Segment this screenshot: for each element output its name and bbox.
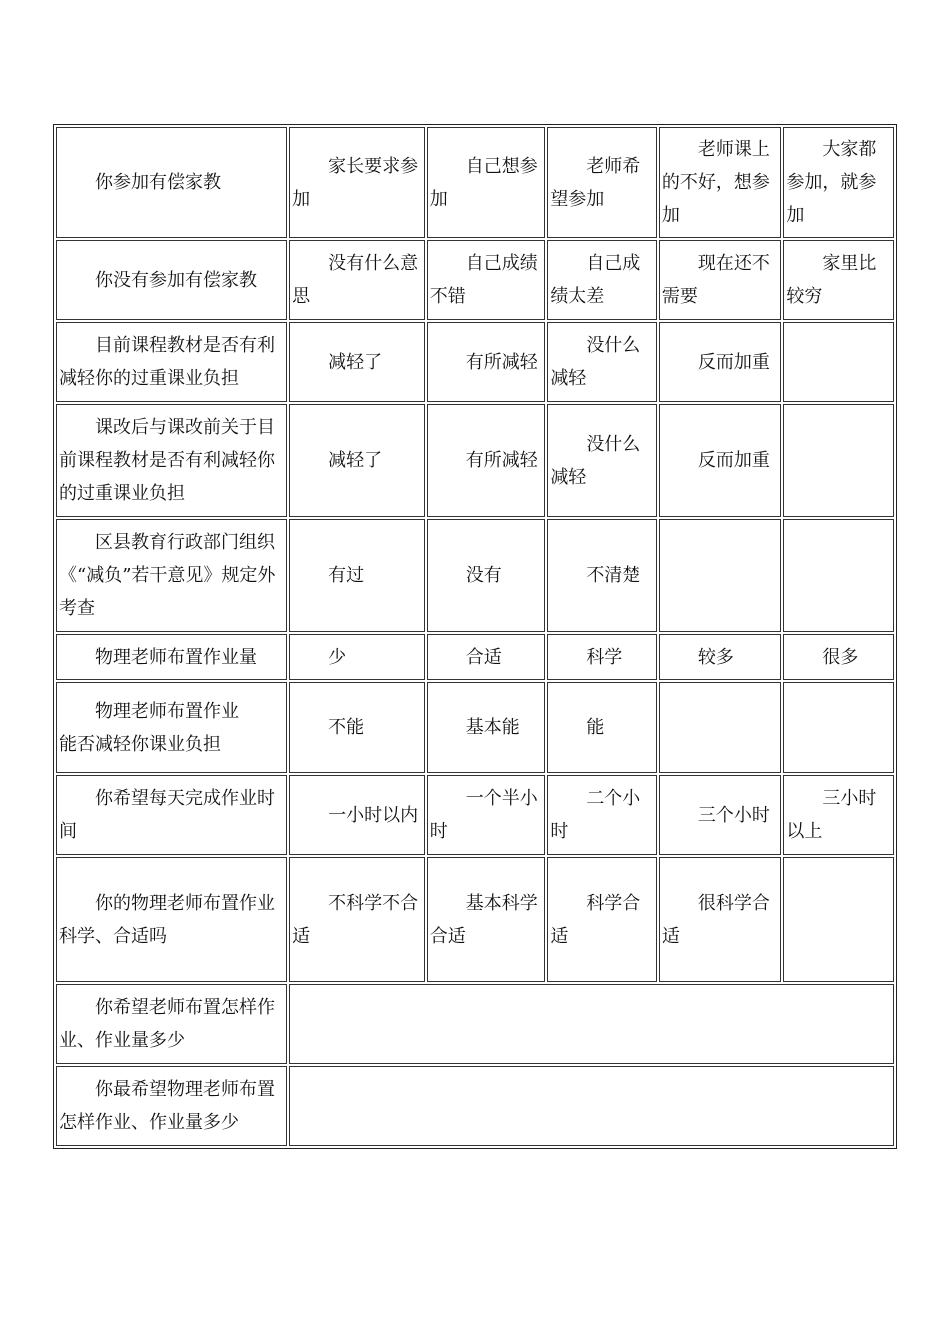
option-text: 一个半小时 xyxy=(429,788,538,842)
question-cell xyxy=(56,240,287,320)
option-text: 很科学合适 xyxy=(661,892,770,947)
question-text: 你参加有偿家教 xyxy=(95,172,221,193)
option-cell xyxy=(427,634,546,680)
question-cell xyxy=(56,775,287,855)
option-text: 老师希望参加 xyxy=(550,155,641,210)
option-cell xyxy=(289,322,425,402)
option-cell xyxy=(659,775,782,855)
survey-row xyxy=(56,682,894,773)
question-cell xyxy=(56,1066,287,1146)
option-cell xyxy=(659,322,782,402)
option-cell xyxy=(289,775,425,855)
question-text: 你的物理老师布置作业 科学、合适吗 xyxy=(59,892,275,947)
question-text: 你没有参加有偿家教 xyxy=(95,269,257,291)
question-text: 课改后与课改前关于目前课程教材是否有利减轻你的过重课业负担 xyxy=(59,417,275,504)
option-text: 自己成绩太差 xyxy=(550,253,641,307)
option-cell xyxy=(783,127,894,238)
survey-row xyxy=(56,984,894,1064)
option-text: 基本能 xyxy=(465,717,520,738)
option-cell xyxy=(659,404,782,517)
option-text: 少 xyxy=(328,646,347,668)
option-cell xyxy=(783,519,894,632)
question-text: 你最希望物理老师布置怎样作业、作业量多少 xyxy=(59,1079,275,1133)
option-cell xyxy=(289,634,425,680)
option-cell xyxy=(659,127,782,238)
option-cell xyxy=(547,322,657,402)
option-cell xyxy=(547,857,657,982)
option-text: 自己想参加 xyxy=(429,155,538,210)
option-text: 没什么减轻 xyxy=(550,335,641,389)
option-cell xyxy=(547,519,657,632)
option-cell xyxy=(659,857,782,982)
option-text: 有所减轻 xyxy=(465,351,538,373)
option-cell xyxy=(659,240,782,320)
survey-row xyxy=(56,322,894,402)
option-cell xyxy=(547,240,657,320)
option-cell xyxy=(783,634,894,680)
option-text: 二个小时 xyxy=(550,788,641,842)
option-text: 三个小时 xyxy=(697,804,770,826)
option-cell xyxy=(547,127,657,238)
survey-row xyxy=(56,404,894,517)
survey-row xyxy=(56,857,894,982)
option-text: 有所减轻 xyxy=(465,450,538,471)
question-cell xyxy=(56,127,287,238)
option-cell xyxy=(289,857,425,982)
option-text: 不能 xyxy=(328,717,365,738)
option-text: 科学合适 xyxy=(550,892,641,947)
option-cell xyxy=(783,322,894,402)
option-text: 老师课上的不好，想参加 xyxy=(661,139,770,226)
question-text: 物理老师布置作业 能否减轻你课业负担 xyxy=(59,700,239,755)
option-text: 反而加重 xyxy=(697,450,770,471)
question-text: 目前课程教材是否有利减轻你的过重课业负担 xyxy=(59,335,275,389)
option-text: 减轻了 xyxy=(328,351,383,373)
option-cell xyxy=(659,682,782,773)
option-cell xyxy=(427,519,546,632)
question-text: 你希望老师布置怎样作业、作业量多少 xyxy=(59,997,275,1051)
option-text: 不科学不合适 xyxy=(292,892,419,947)
option-cell xyxy=(659,634,782,680)
option-cell xyxy=(427,240,546,320)
option-text: 能 xyxy=(586,717,605,738)
option-text: 反而加重 xyxy=(697,351,770,373)
option-text: 大家都参加，就参加 xyxy=(786,139,877,226)
option-cell xyxy=(783,857,894,982)
question-text: 物理老师布置作业量 xyxy=(95,646,257,668)
option-text: 家长要求参加 xyxy=(292,155,419,210)
option-cell xyxy=(783,240,894,320)
answer-blank-cell[interactable] xyxy=(289,984,894,1064)
option-cell xyxy=(659,519,782,632)
question-text: 区县教育行政部门组织《“减负”若干意见》规定外考查 xyxy=(59,532,276,619)
option-text: 基本科学合适 xyxy=(429,892,538,947)
option-text: 没有 xyxy=(465,565,502,586)
survey-row xyxy=(56,519,894,632)
option-cell xyxy=(783,775,894,855)
option-text: 没什么减轻 xyxy=(550,433,641,488)
option-text: 三小时以上 xyxy=(786,788,877,842)
option-cell xyxy=(289,240,425,320)
survey-table-body xyxy=(56,127,894,1146)
question-cell xyxy=(56,404,287,517)
option-cell xyxy=(427,322,546,402)
option-text: 合适 xyxy=(465,646,502,668)
option-cell xyxy=(783,682,894,773)
option-cell xyxy=(289,404,425,517)
question-cell xyxy=(56,984,287,1064)
question-cell xyxy=(56,519,287,632)
option-text: 较多 xyxy=(697,646,734,668)
survey-table xyxy=(53,124,897,1149)
option-text: 现在还不需要 xyxy=(661,253,770,307)
option-cell xyxy=(547,404,657,517)
option-text: 科学 xyxy=(586,646,623,668)
survey-row xyxy=(56,775,894,855)
question-cell xyxy=(56,322,287,402)
option-text: 一小时以内 xyxy=(328,804,419,826)
option-cell xyxy=(547,634,657,680)
question-text: 你希望每天完成作业时间 xyxy=(59,788,275,842)
survey-row xyxy=(56,127,894,238)
option-text: 家里比较穷 xyxy=(786,253,877,307)
question-cell xyxy=(56,857,287,982)
question-cell xyxy=(56,634,287,680)
option-cell xyxy=(783,404,894,517)
option-text: 减轻了 xyxy=(328,450,383,471)
option-text: 很多 xyxy=(822,646,859,668)
option-cell xyxy=(547,682,657,773)
option-cell xyxy=(547,775,657,855)
question-cell xyxy=(56,682,287,773)
option-text: 不清楚 xyxy=(586,565,641,586)
option-cell xyxy=(289,682,425,773)
option-cell xyxy=(427,857,546,982)
survey-row xyxy=(56,240,894,320)
answer-blank-cell[interactable] xyxy=(289,1066,894,1146)
survey-row xyxy=(56,1066,894,1146)
option-text: 自己成绩不错 xyxy=(429,253,538,307)
option-text: 有过 xyxy=(328,565,365,586)
option-cell xyxy=(289,127,425,238)
option-cell xyxy=(427,127,546,238)
option-cell xyxy=(427,682,546,773)
survey-row xyxy=(56,634,894,680)
option-cell xyxy=(289,519,425,632)
option-cell xyxy=(427,404,546,517)
option-cell xyxy=(427,775,546,855)
option-text: 没有什么意思 xyxy=(292,253,419,307)
